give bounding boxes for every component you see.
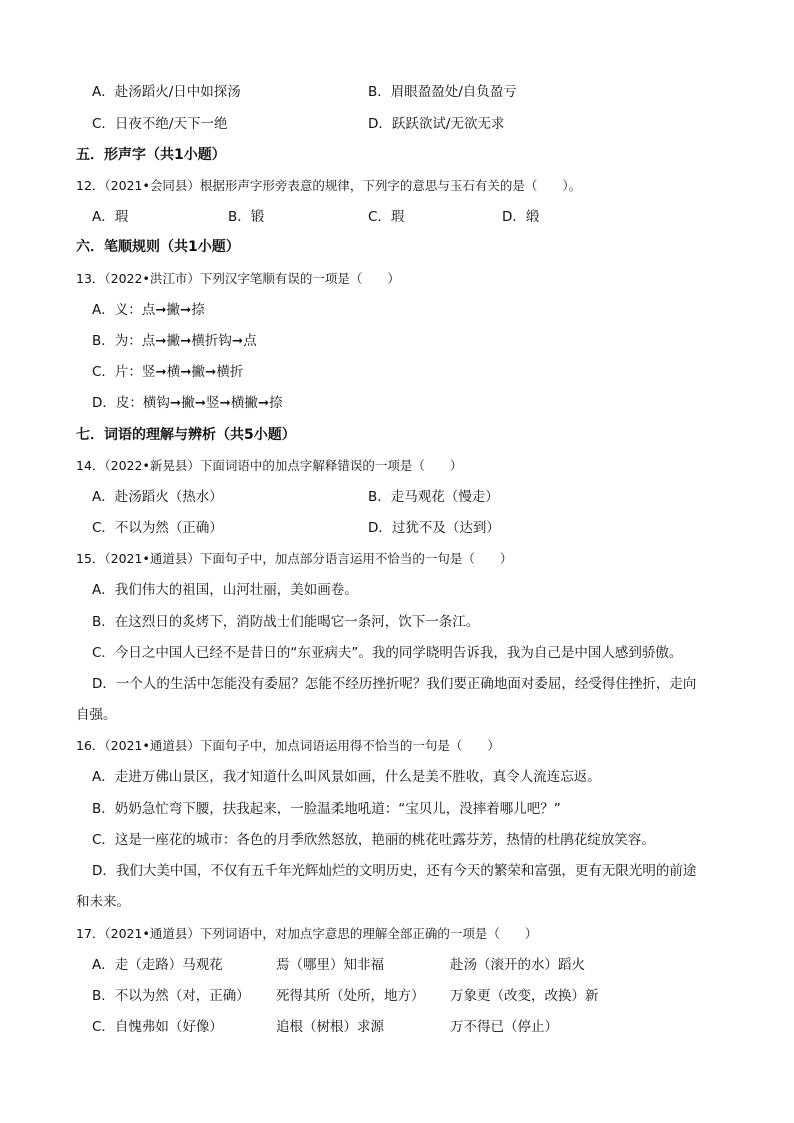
q17-option-c-term-2: 追根（树根）求源 <box>276 1019 384 1035</box>
q15-stem: 15．（2021•通道县）下面句子中，加点部分语言运用不恰当的一句是（ ） <box>76 551 513 566</box>
q14-option-c: C．不以为然（正确） <box>92 520 223 536</box>
q17-option-b-term-2: 死得其所（处所，地方） <box>276 988 425 1004</box>
q17-option-b-term-3: 万象更（改变，改换）新 <box>450 988 599 1004</box>
section-heading-7: 七．词语的理解与辨析（共5小题） <box>76 427 296 443</box>
q17-option-a-term-2: 焉（哪里）知非福 <box>276 957 384 973</box>
q16-option-b: B．奶奶急忙弯下腰，扶我起来，一脸温柔地吼道：“宝贝儿，没摔着哪儿吧？” <box>92 801 561 817</box>
q17-option-a-term-1: A．走（走路）马观花 <box>92 957 223 973</box>
q17-option-c-term-3: 万不得已（停止） <box>450 1019 558 1035</box>
q16-option-d: D．我们大美中国，不仅有五千年光辉灿烂的文明历史，还有今天的繁荣和富强，更有无限光明的前途 <box>92 863 697 879</box>
q15-option-d: D．一个人的生活中怎能没有委屈？怎能不经历挫折呢？我们要正确地面对委屈，经受得住挫折，走向 <box>92 676 697 692</box>
q11-option-d: D．跃跃欲试/无欲无求 <box>368 116 505 132</box>
q14-option-b: B．走马观花（慢走） <box>368 489 499 505</box>
q13-option-a: A．义：点➞撇➞捺 <box>92 302 205 318</box>
q15-option-d-continued: 自强。 <box>76 707 117 723</box>
q16-option-a: A．走进万佛山景区，我才知道什么叫风景如画，什么是美不胜收，真令人流连忘返。 <box>92 769 601 785</box>
q14-option-a: A．赴汤蹈火（热水） <box>92 489 223 505</box>
q12-option-b: B．锻 <box>228 209 265 225</box>
q11-option-a: A．赴汤蹈火/日中如探汤 <box>92 84 241 100</box>
q12-stem: 12．（2021•会同县）根据形声字形旁表意的规律，下列字的意思与玉石有关的是（ ）。 <box>76 178 582 193</box>
q13-option-c: C．片：竖➞横➞撇➞横折 <box>92 364 244 380</box>
q17-option-a-term-3: 赴汤（滚开的水）蹈火 <box>450 957 585 973</box>
q13-option-b: B．为：点➞撇➞横折钩➞点 <box>92 333 257 349</box>
q11-option-b: B．眉眼盈盈处/自负盈亏 <box>368 84 517 100</box>
q11-option-c: C．日夜不绝/天下一绝 <box>92 116 228 132</box>
q14-option-d: D．过犹不及（达到） <box>368 520 500 536</box>
q16-stem: 16．（2021•通道县）下面句子中，加点词语运用得不恰当的一句是（ ） <box>76 738 500 753</box>
q15-option-c: C．今日之中国人已经不是昔日的“东亚病夫”。我的同学晓明告诉我，我为自己是中国人感到骄傲。 <box>92 645 683 661</box>
q16-option-d-continued: 和未来。 <box>76 894 130 910</box>
q17-stem: 17．（2021•通道县）下列词语中，对加点字意思的理解全部正确的一项是（ ） <box>76 926 538 941</box>
q16-option-c: C．这是一座花的城市：各色的月季欣然怒放，艳丽的桃花吐露芬芳，热情的杜鹃花绽放笑容。 <box>92 832 655 848</box>
q13-option-d: D．皮：横钩➞撇➞竖➞横撇➞捺 <box>92 395 283 411</box>
q12-option-c: C．瑕 <box>368 209 405 225</box>
q17-option-c-term-1: C．自愧弗如（好像） <box>92 1019 223 1035</box>
q12-option-d: D．缎 <box>502 209 540 225</box>
q15-option-a: A．我们伟大的祖国，山河壮丽，美如画卷。 <box>92 582 358 598</box>
q17-option-b-term-1: B．不以为然（对，正确） <box>92 988 250 1004</box>
q12-option-a: A．瑕 <box>92 209 129 225</box>
section-heading-5: 五．形声字（共1小题） <box>76 147 226 163</box>
q15-option-b: B．在这烈日的炙烤下，消防战士们能喝它一条河，饮下一条江。 <box>92 614 480 630</box>
q14-stem: 14．（2022•新晃县）下面词语中的加点字解释错误的一项是（ ） <box>76 458 463 473</box>
q13-stem: 13．（2022•洪江市）下列汉字笔顺有误的一项是（ ） <box>76 271 400 286</box>
section-heading-6: 六．笔顺规则（共1小题） <box>76 239 240 255</box>
